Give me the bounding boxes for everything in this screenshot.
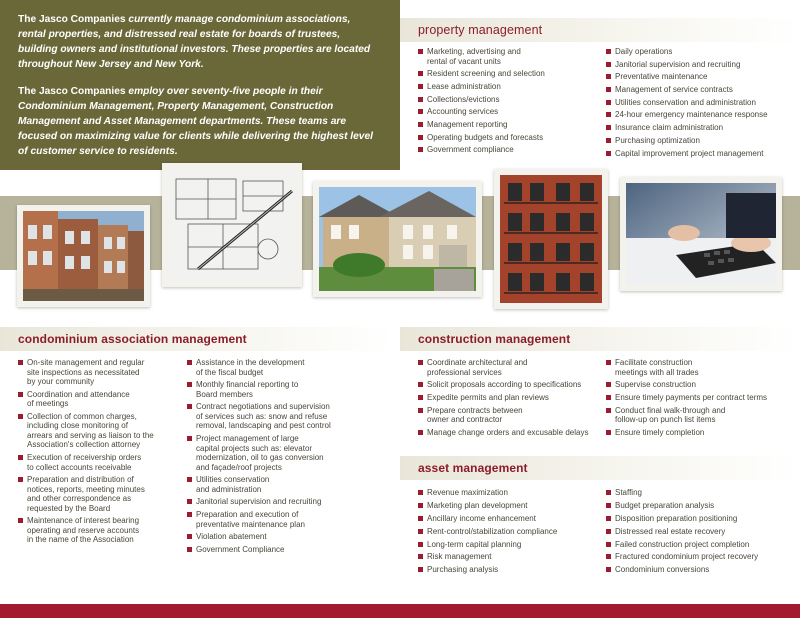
list-item: Preparation and distribution of notices, reports, meeting minutes and other correspondence as requested by the Board [18, 475, 183, 513]
list-item: Coordinate architectural and professional services [418, 358, 603, 377]
list-item: Collections/evictions [418, 95, 603, 105]
list-item: Ensure timely payments per contract terms [606, 393, 796, 403]
list-item: Operating budgets and forecasts [418, 133, 603, 143]
list-item: Conduct final walk-through and follow-up on punch list items [606, 406, 796, 425]
construction-management-list-right [606, 358, 796, 440]
suburban-homes-image [319, 187, 476, 291]
list-item: Failed construction project completion [606, 540, 796, 550]
brick-apartment-image [500, 175, 602, 303]
intro-panel [0, 0, 400, 170]
list-item: Management of service contracts [606, 85, 796, 95]
list-item: Collection of common charges, including close monitoring of arrears and serving as liaison to the Association's collection attorney [18, 412, 183, 450]
list-item: Maintenance of interest bearing operating and reserve accounts in the name of the Association [18, 516, 183, 545]
list-item: Janitorial supervision and recruiting [606, 60, 796, 70]
brick-townhouses-image [23, 211, 144, 301]
list-item: On-site management and regular site inspections as necessitated by your community [18, 358, 183, 387]
list-item: Budget preparation analysis [606, 501, 796, 511]
list-item: Staffing [606, 488, 796, 498]
list-item: Revenue maximization [418, 488, 603, 498]
list-item: Ensure timely completion [606, 428, 796, 438]
asset-management-list-left [418, 488, 603, 578]
list-item: Marketing, advertising and rental of vacant units [418, 47, 603, 66]
intro-paragraph-2: The Jasco Companies employ over seventy-five people in their Condominium Management, Property Management, Construction Management and Asset Management departments. These teams are focused on maximizing value for clients while delivering the highest level of customer service to residents. [18, 86, 373, 157]
condominium-management-heading: condominium association management [0, 327, 395, 351]
condominium-management-list-right [187, 358, 387, 558]
list-item: Violation abatement [187, 532, 387, 542]
list-item: Long-term capital planning [418, 540, 603, 550]
list-item: Expedite permits and plan reviews [418, 393, 603, 403]
list-item: Insurance claim administration [606, 123, 796, 133]
list-item: Execution of receivership orders to collect accounts receivable [18, 453, 183, 472]
photo-brick-apartment [494, 169, 608, 309]
condominium-management-list-left [18, 358, 183, 548]
list-item: Project management of large capital projects such as: elevator modernization, oil to gas conversion and façade/roof projects [187, 434, 387, 472]
list-item: Risk management [418, 552, 603, 562]
asset-management-list-right [606, 488, 796, 578]
list-item: Purchasing analysis [418, 565, 603, 575]
list-item: Marketing plan development [418, 501, 603, 511]
list-item: Utilities conservation and administration [606, 98, 796, 108]
property-management-list-left [418, 47, 603, 158]
list-item: Ancillary income enhancement [418, 514, 603, 524]
list-item: Rent-control/stabilization compliance [418, 527, 603, 537]
list-item: Facilitate construction meetings with all trades [606, 358, 796, 377]
list-item: Contract negotiations and supervision of services such as: snow and refuse removal, landscaping and pest control [187, 402, 387, 431]
list-item: Fractured condominium project recovery [606, 552, 796, 562]
list-item: Accounting services [418, 107, 603, 117]
list-item: Lease administration [418, 82, 603, 92]
list-item: Daily operations [606, 47, 796, 57]
footer-bar [0, 604, 800, 618]
construction-management-list-left [418, 358, 603, 440]
list-item: Supervise construction [606, 380, 796, 390]
list-item: Prepare contracts between owner and contractor [418, 406, 603, 425]
list-item: Disposition preparation positioning [606, 514, 796, 524]
list-item: Manage change orders and excusable delays [418, 428, 603, 438]
list-item: Government compliance [418, 145, 603, 155]
calculator-image [626, 183, 776, 285]
intro-paragraph-1: The Jasco Companies currently manage condominium associations, rental properties, and distressed real estate for boards of trustees, building owners and institutional investors. These properties are located throughout New Jersey and New York. [18, 14, 371, 70]
photo-brick-townhouses [17, 205, 150, 307]
list-item: Coordination and attendance of meetings [18, 390, 183, 409]
list-item: Solicit proposals according to specifications [418, 380, 603, 390]
list-item: 24-hour emergency maintenance response [606, 110, 796, 120]
construction-management-heading: construction management [400, 327, 800, 351]
photo-blueprint [162, 163, 302, 287]
list-item: Preventative maintenance [606, 72, 796, 82]
list-item: Management reporting [418, 120, 603, 130]
photo-calculator [620, 177, 782, 291]
property-management-list-right [606, 47, 796, 161]
list-item: Monthly financial reporting to Board members [187, 380, 387, 399]
list-item: Resident screening and selection [418, 69, 603, 79]
property-management-heading: property management [400, 18, 800, 42]
list-item: Janitorial supervision and recruiting [187, 497, 387, 507]
asset-management-heading: asset management [400, 456, 800, 480]
list-item: Condominium conversions [606, 565, 796, 575]
photo-suburban-homes [313, 181, 482, 297]
list-item: Assistance in the development of the fiscal budget [187, 358, 387, 377]
blueprint-image [168, 169, 296, 281]
list-item: Government Compliance [187, 545, 387, 555]
list-item: Distressed real estate recovery [606, 527, 796, 537]
list-item: Capital improvement project management [606, 149, 796, 159]
list-item: Preparation and execution of preventative maintenance plan [187, 510, 387, 529]
list-item: Purchasing optimization [606, 136, 796, 146]
list-item: Utilities conservation and administration [187, 475, 387, 494]
